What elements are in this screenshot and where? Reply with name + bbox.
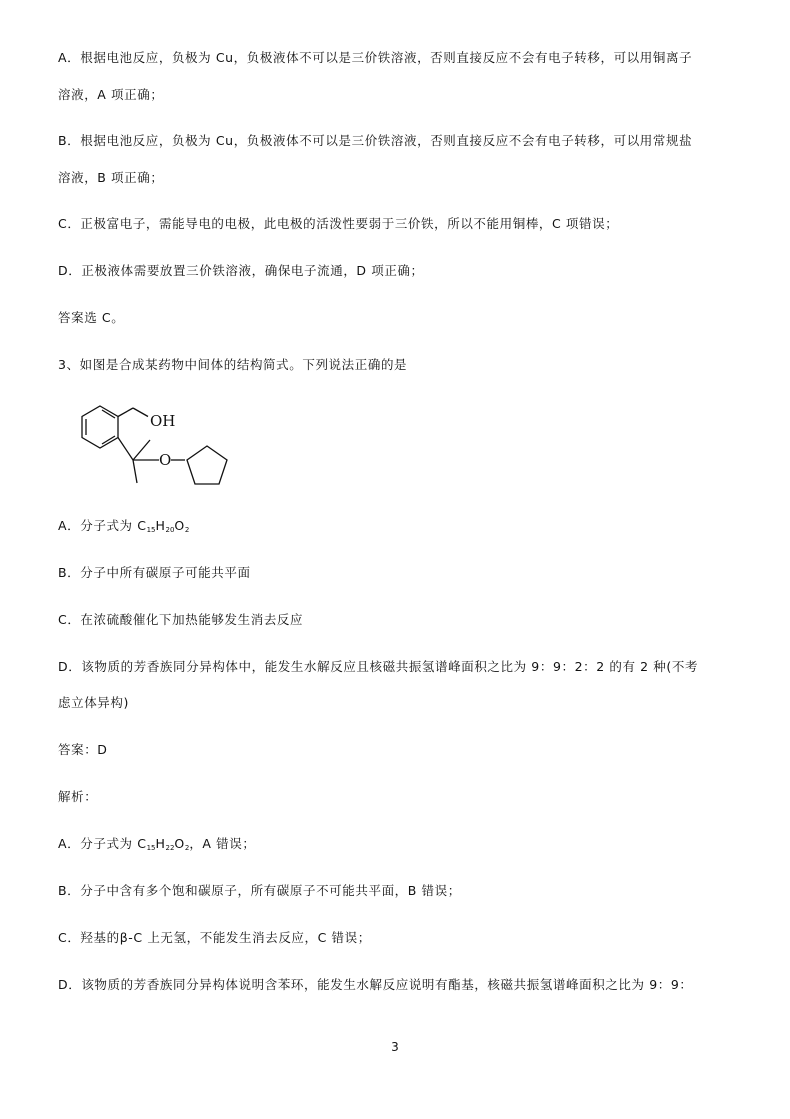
- benzene-ring: [82, 406, 118, 448]
- option-d: D．该物质的芳香族同分异构体中，能发生水解反应且核磁共振氢谱峰面积之比为 9：9：2：2 的有 2 种(不考: [58, 659, 699, 674]
- option-c-text: C．正极富电子，需能导电的电极，此电极的活泼性要弱于三价铁，所以不能用铜棒，C 项错误；: [58, 216, 619, 231]
- page-number: 3: [391, 1040, 399, 1054]
- structural-formula: [55, 398, 245, 498]
- question-3-stem: 3、如图是合成某药物中间体的结构简式。下列说法正确的是: [58, 357, 408, 372]
- analysis-b: B．分子中含有多个饱和碳原子，所有碳原子不可能共平面，B 错误；: [58, 883, 461, 898]
- option-d-text: D．正极液体需要放置三价铁溶液，确保电子流通，D 项正确；: [58, 263, 424, 278]
- analysis-a: A．分子式为 $C_{15}H_{22}O_2$，A 错误；: [58, 836, 256, 852]
- analysis-c: C．羟基的β-C 上无氢，不能发生消去反应，C 错误；: [58, 930, 371, 945]
- analysis-heading: 解析：: [58, 789, 98, 804]
- ether-oxygen-label: O: [159, 451, 172, 469]
- analysis-d: D．该物质的芳香族同分异构体说明含苯环，能发生水解反应说明有酯基，核磁共振氢谱峰面积之比为 9：9：: [58, 977, 693, 992]
- option-c: C．在浓硫酸催化下加热能够发生消去反应: [58, 612, 304, 627]
- option-a-text: A．根据电池反应，负极为 Cu，负极液体不可以是三价铁溶液，否则直接反应不会有电子转移，可以用铜离子: [58, 50, 693, 65]
- option-b-text: B．根据电池反应，负极为 Cu，负极液体不可以是三价铁溶液，否则直接反应不会有电子转移，可以用常规盐: [58, 133, 693, 148]
- hydroxyl-label: OH: [150, 412, 176, 430]
- cyclopentane-ring: [187, 446, 227, 484]
- option-a-text-cont: 溶液，A 项正确；: [58, 87, 164, 102]
- answer: 答案：D: [58, 742, 108, 757]
- option-a: A．分子式为 $C_{15}H_{20}O_2$: [58, 518, 190, 534]
- option-b: B．分子中所有碳原子可能共平面: [58, 565, 251, 580]
- option-b-text-cont: 溶液，B 项正确；: [58, 170, 164, 185]
- option-d-cont: 虑立体异构): [58, 695, 129, 710]
- answer-previous: 答案选 C。: [58, 310, 125, 325]
